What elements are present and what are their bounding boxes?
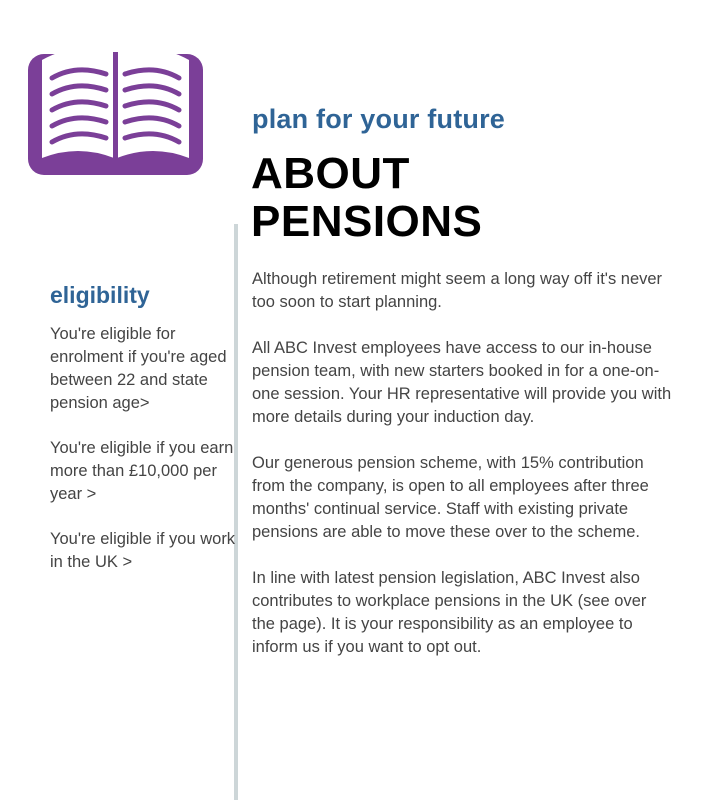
paragraph: Our generous pension scheme, with 15% contribution from the company, is open to all employees after three months' continual service. Staff with existing private pensions are able to move these over to the scheme. xyxy=(252,454,649,541)
title-line-2: PENSIONS xyxy=(251,197,483,246)
paragraph: All ABC Invest employees have access to our in-house pension team, with new starters booked in for a one-on-one session. Your HR representative will provide you with more details during your induction day. xyxy=(252,339,672,426)
eligibility-sidebar xyxy=(50,282,236,596)
page-title xyxy=(251,150,482,246)
paragraph: In line with latest pension legislation, ABC Invest also contributes to workplace pensions in the UK (see over the page). It is your responsibility as an employee to inform us if you want to opt out. xyxy=(252,569,647,656)
open-book-icon xyxy=(28,40,203,175)
eligibility-item[interactable]: You're eligible if you earn more than £10,000 per year > xyxy=(50,439,234,503)
sidebar-heading: eligibility xyxy=(50,282,150,308)
main-content xyxy=(252,268,672,682)
eligibility-item[interactable]: You're eligible if you work in the UK > xyxy=(50,530,236,571)
paragraph: Although retirement might seem a long way off it's never too soon to start planning. xyxy=(252,270,663,311)
eligibility-item[interactable]: You're eligible for enrolment if you're aged between 22 and state pension age> xyxy=(50,325,227,412)
title-line-1: ABOUT xyxy=(251,149,410,198)
page-subtitle: plan for your future xyxy=(252,104,505,134)
